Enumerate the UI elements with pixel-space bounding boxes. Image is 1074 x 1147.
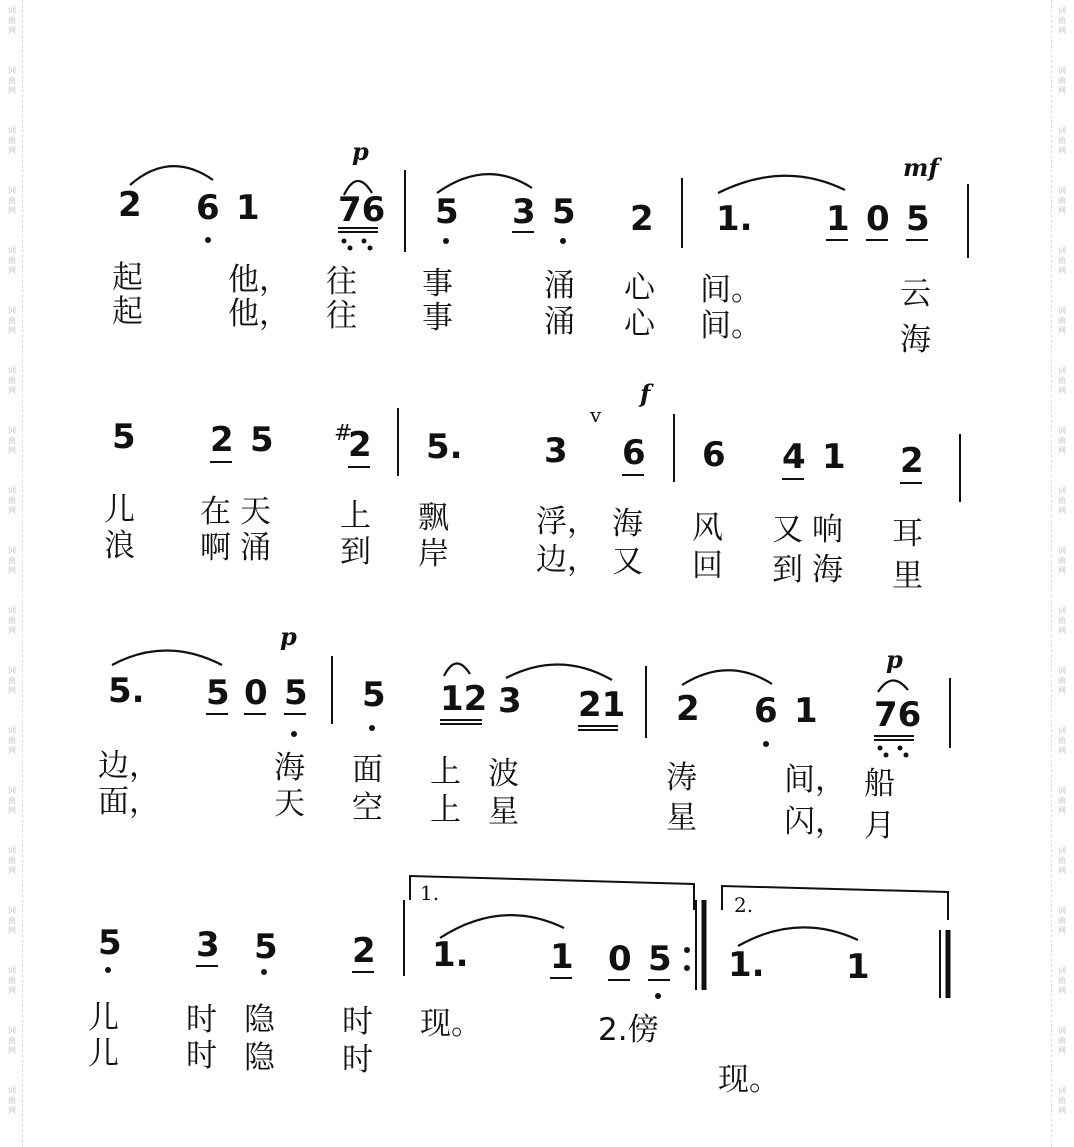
lyric: 儿 (88, 1036, 119, 1072)
watermark-text: 词 曲 网 (1058, 306, 1066, 335)
slur (437, 174, 532, 193)
score-system-2 (104, 379, 960, 594)
slur (682, 670, 772, 685)
lyric: 浪 (104, 528, 135, 564)
lyric: 间。 (700, 272, 762, 308)
lyric: 月 (864, 808, 895, 844)
note: 5 (552, 192, 576, 232)
lyric: 起 (112, 260, 143, 296)
note: 6 (754, 691, 778, 731)
note: 5 (206, 673, 230, 713)
watermark-text: 词 曲 网 (8, 1026, 16, 1055)
lyric: 海 (900, 322, 931, 358)
low-octave-dot (261, 969, 267, 975)
note: 5 (362, 675, 386, 715)
lyric: 星 (666, 800, 697, 836)
lyric: 闪， (784, 804, 846, 840)
first-ending-bracket (410, 876, 694, 910)
watermark-text: 词 曲 网 (8, 786, 16, 815)
note: 1 (236, 188, 260, 228)
sharp-sign: # (334, 421, 353, 446)
lyric: 儿 (104, 492, 135, 528)
note: 5. (426, 427, 463, 467)
lyric: 云 (900, 276, 931, 312)
watermark-text: 词 曲 网 (8, 186, 16, 215)
low-octave-dot (878, 746, 883, 751)
note: 2 (630, 199, 654, 239)
note: 4 (782, 437, 806, 477)
note: 3 (544, 431, 568, 471)
lyric: 间， (784, 762, 846, 798)
note: 1 (550, 937, 574, 977)
lyric: 他， (228, 296, 290, 332)
watermark-text: 词 曲 网 (1058, 726, 1066, 755)
lyric: 天 (274, 786, 305, 822)
lyric: 心 (624, 306, 655, 342)
watermark-text: 词 曲 网 (8, 246, 16, 275)
note: 2 (676, 689, 700, 729)
lyric: 风 (692, 510, 723, 546)
lyric: 上 (430, 792, 461, 828)
lyric: 起 (112, 294, 143, 330)
note: 5 (112, 417, 136, 457)
low-octave-dot (342, 239, 347, 244)
watermark-text: 词 曲 网 (8, 1086, 16, 1115)
first-ending-label: 1. (420, 881, 440, 905)
lyric: 海 (812, 552, 843, 588)
lyric: 到 (340, 534, 371, 570)
lyric: 面 (352, 752, 383, 788)
lyric: 儿 (88, 1000, 119, 1036)
slur (112, 651, 222, 666)
note: 2 (210, 420, 234, 460)
note: 1. (432, 935, 469, 975)
note: 5. (108, 671, 145, 711)
watermark-text: 词 曲 网 (8, 126, 16, 155)
low-octave-dot (105, 967, 111, 973)
lyric: 空 (352, 790, 383, 826)
note: 6 (702, 435, 726, 475)
watermark-text: 词 曲 网 (8, 846, 16, 875)
lyric: 又 (612, 544, 643, 580)
lyric: 边， (536, 542, 598, 578)
low-octave-dot (443, 238, 449, 244)
lyric: 往 (326, 264, 357, 300)
dynamic-f: f (640, 379, 651, 408)
watermark-text: 词 曲 网 (1058, 1026, 1066, 1055)
watermark-text: 词 曲 网 (8, 966, 16, 995)
watermark-text: 词 曲 网 (1058, 6, 1066, 35)
watermark-text: 词 曲 网 (1058, 186, 1066, 215)
watermark-text: 词 曲 网 (1058, 966, 1066, 995)
lyric: 他， (228, 262, 290, 298)
note: 5 (284, 673, 308, 713)
lyric: 边， (98, 748, 160, 784)
lyric: 到 (772, 552, 803, 588)
lyric: 涌 (544, 268, 575, 304)
watermark-text: 词 曲 网 (8, 306, 16, 335)
lyric: 涌 (240, 530, 271, 566)
watermark-text: 词 曲 网 (1058, 546, 1066, 575)
watermark-text: 词 曲 网 (8, 66, 16, 95)
low-octave-dot (560, 238, 566, 244)
watermark-text: 词 曲 网 (1058, 366, 1066, 395)
second-ending-label: 2. (734, 893, 754, 917)
watermark-text: 词 曲 网 (1058, 606, 1066, 635)
note: 6 (196, 188, 220, 228)
lyric: 在 (200, 494, 231, 530)
dynamic-p: p (352, 137, 369, 166)
lyric: 时 (186, 1038, 217, 1074)
note: 5 (648, 939, 672, 979)
watermark-text: 词 曲 网 (1058, 786, 1066, 815)
lyric: 天 (240, 494, 271, 530)
low-octave-dot (884, 753, 889, 758)
note: 2 (900, 441, 924, 481)
note: 12 (440, 679, 488, 719)
low-octave-dot (904, 753, 909, 758)
watermark-text: 词 曲 网 (8, 366, 16, 395)
lyric: 间。 (700, 308, 762, 344)
note: 3 (512, 192, 536, 232)
slur (506, 664, 612, 680)
dynamic-mf: mf (903, 153, 939, 182)
watermark-text: 词 曲 网 (8, 486, 16, 515)
lyric: 涛 (666, 760, 697, 796)
note: 1 (822, 437, 846, 477)
score-system-1 (112, 137, 968, 358)
note: 3 (498, 681, 522, 721)
lyric: 往 (326, 298, 357, 334)
lyric: 又 (772, 512, 803, 548)
slur (130, 166, 213, 185)
low-octave-dot (291, 731, 297, 737)
score-system-4 (88, 876, 948, 1098)
lyric: 时 (186, 1002, 217, 1038)
note: 6 (622, 433, 646, 473)
note: 1 (846, 947, 870, 987)
watermark-text: 词 曲 网 (8, 726, 16, 755)
lyric: 现。 (718, 1062, 780, 1098)
lyric: 涌 (544, 304, 575, 340)
slur (738, 927, 858, 946)
note: 1 (794, 691, 818, 731)
lyric: 事 (422, 300, 453, 336)
lyric: 波 (488, 756, 519, 792)
watermark-text: 词 曲 网 (1058, 126, 1066, 155)
note: 76 (874, 695, 922, 735)
note: 1. (728, 945, 765, 985)
watermark-text: 词 曲 网 (1058, 246, 1066, 275)
watermark-text: 词 曲 网 (8, 426, 16, 455)
watermark-text: 词 曲 网 (1058, 486, 1066, 515)
note: 2 (118, 185, 142, 225)
note: 2 (348, 425, 372, 465)
lyric: 星 (488, 794, 519, 830)
note: 0 (866, 199, 890, 239)
score-system-3 (98, 622, 950, 844)
low-octave-dot (763, 741, 769, 747)
dynamic-p: p (886, 645, 903, 674)
watermark-text: 词 曲 网 (1058, 66, 1066, 95)
lyric: 隐 (244, 1040, 275, 1076)
note: 5 (254, 927, 278, 967)
second-ending-bracket (722, 886, 948, 920)
lyric: 海 (612, 506, 643, 542)
dynamic-p: p (280, 622, 297, 651)
low-octave-dot (655, 993, 661, 999)
lyric: 飘 (418, 500, 449, 536)
note: 1. (716, 199, 753, 239)
watermark-text: 词 曲 网 (1058, 426, 1066, 455)
watermark-text: 词 曲 网 (1058, 666, 1066, 695)
watermark-text: 词 曲 网 (8, 606, 16, 635)
lyric: 岸 (418, 536, 449, 572)
lyric: 上 (430, 754, 461, 790)
watermark-text: 词 曲 网 (1058, 906, 1066, 935)
lyric: 隐 (244, 1002, 275, 1038)
slur (718, 176, 845, 193)
note: 3 (196, 925, 220, 965)
lyric: 时 (342, 1004, 373, 1040)
lyric: 心 (624, 270, 655, 306)
lyric: 时 (342, 1042, 373, 1078)
note: 76 (338, 190, 386, 230)
note: 5 (906, 199, 930, 239)
note: 2 (352, 931, 376, 971)
lyric: 面， (98, 784, 160, 820)
lyric: 船 (864, 766, 895, 802)
lyric: 啊 (200, 530, 231, 566)
note: 21 (578, 685, 626, 725)
lyric: 2.傍 (598, 1012, 659, 1048)
note: 5 (98, 923, 122, 963)
low-octave-dot (898, 746, 903, 751)
slur (878, 680, 908, 692)
low-octave-dot (362, 239, 367, 244)
repeat-dot (684, 965, 690, 971)
repeat-dot (684, 947, 690, 953)
note: 0 (608, 939, 632, 979)
lyric: 上 (340, 498, 371, 534)
low-octave-dot (348, 246, 353, 251)
lyric: 浮， (536, 504, 598, 540)
watermark-text: 词 曲 网 (8, 666, 16, 695)
low-octave-dot (369, 725, 375, 731)
note: 5 (250, 420, 274, 460)
breath-mark: v (590, 403, 602, 427)
watermark-text: 词 曲 网 (1058, 1086, 1066, 1115)
watermark-text: 词 曲 网 (8, 546, 16, 575)
low-octave-dot (205, 237, 211, 243)
lyric: 事 (422, 266, 453, 302)
watermark-text: 词 曲 网 (8, 906, 16, 935)
note: 0 (244, 673, 268, 713)
lyric: 耳 (892, 516, 923, 552)
lyric: 海 (274, 750, 305, 786)
lyric: 回 (692, 548, 723, 584)
lyric: 响 (812, 512, 843, 548)
watermark-text: 词 曲 网 (8, 6, 16, 35)
note: 5 (435, 192, 459, 232)
lyric: 现。 (420, 1006, 482, 1042)
slur (444, 663, 470, 676)
note: 1 (826, 199, 850, 239)
low-octave-dot (368, 246, 373, 251)
watermark-text: 词 曲 网 (1058, 846, 1066, 875)
lyric: 里 (892, 558, 923, 594)
